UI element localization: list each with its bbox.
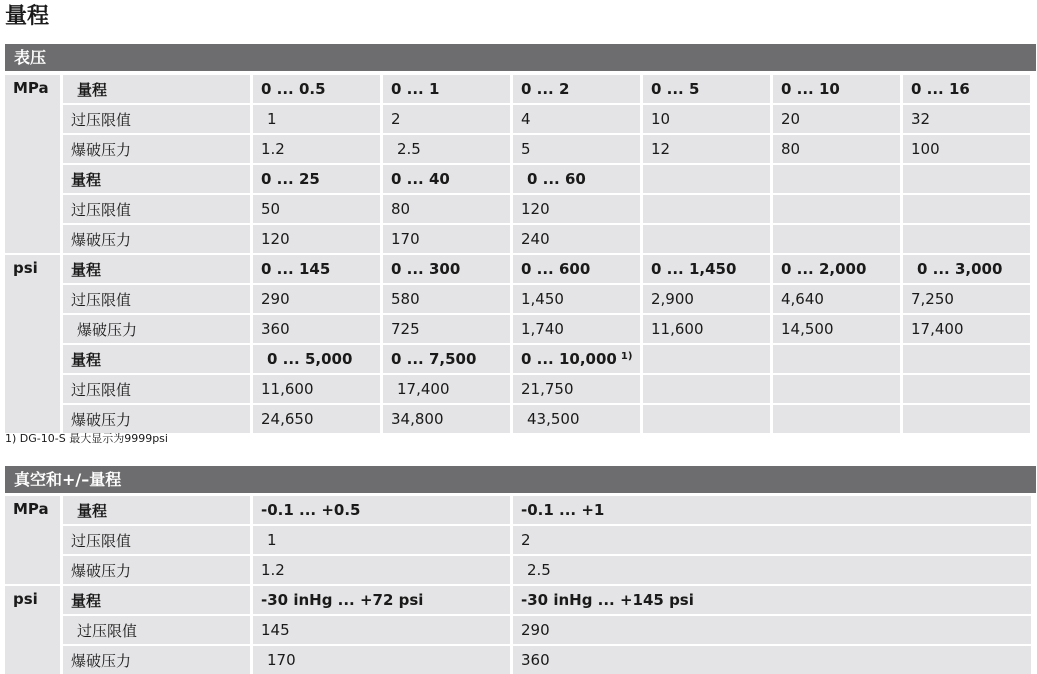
table-cell: 1,450 bbox=[513, 285, 640, 313]
table-cell: -30 inHg ... +145 psi bbox=[513, 586, 1031, 614]
table-cell: 14,500 bbox=[773, 315, 900, 343]
table-cell: -0.1 ... +1 bbox=[513, 496, 1031, 524]
table-cell: 32 bbox=[903, 105, 1030, 133]
row-label: 量程 bbox=[63, 165, 250, 193]
table-cell bbox=[643, 375, 770, 403]
table-cell bbox=[903, 405, 1030, 433]
table-cell: 360 bbox=[513, 646, 1031, 674]
table-cell: 0 ... 16 bbox=[903, 75, 1030, 103]
table-cell: 2 bbox=[513, 526, 1031, 554]
table-cell: 0 ... 145 bbox=[253, 255, 380, 283]
row-label: 爆破压力 bbox=[63, 315, 250, 343]
row-label: 量程 bbox=[63, 345, 250, 373]
table-cell: 5 bbox=[513, 135, 640, 163]
table-cell: 0 ... 2 bbox=[513, 75, 640, 103]
vacuum-range-table bbox=[5, 496, 1031, 674]
table-cell: -0.1 ... +0.5 bbox=[253, 496, 510, 524]
table-cell: 24,650 bbox=[253, 405, 380, 433]
table-cell: 80 bbox=[773, 135, 900, 163]
table-cell: 11,600 bbox=[253, 375, 380, 403]
unit-mpa: MPa bbox=[5, 496, 60, 584]
gauge-range-table bbox=[5, 75, 1030, 433]
table-cell: 7,250 bbox=[903, 285, 1030, 313]
table-cell: 11,600 bbox=[643, 315, 770, 343]
table-cell: 0 ... 25 bbox=[253, 165, 380, 193]
table-cell: 80 bbox=[383, 195, 510, 223]
table-cell bbox=[773, 405, 900, 433]
table-cell: 17,400 bbox=[383, 375, 510, 403]
unit-mpa: MPa bbox=[5, 75, 60, 253]
row-label: 爆破压力 bbox=[63, 646, 250, 674]
table-cell: 2.5 bbox=[383, 135, 510, 163]
table-cell: 120 bbox=[513, 195, 640, 223]
table-cell: 0 ... 7,500 bbox=[383, 345, 510, 373]
row-label: 过压限值 bbox=[63, 526, 250, 554]
row-label: 爆破压力 bbox=[63, 556, 250, 584]
table-cell: 725 bbox=[383, 315, 510, 343]
table-cell: 1.2 bbox=[253, 556, 510, 584]
table-cell: 1,740 bbox=[513, 315, 640, 343]
footnote-marker: 1) bbox=[620, 350, 633, 362]
unit-psi: psi bbox=[5, 586, 60, 674]
table-cell bbox=[903, 195, 1030, 223]
table-cell bbox=[773, 165, 900, 193]
table-cell: 1 bbox=[253, 105, 380, 133]
table-cell bbox=[773, 225, 900, 253]
table-cell: 0 ... 1,450 bbox=[643, 255, 770, 283]
footnote: 1) DG-10-S 最大显示为9999psi bbox=[5, 432, 168, 445]
table-cell: 0 ... 1 bbox=[383, 75, 510, 103]
row-label: 量程 bbox=[63, 255, 250, 283]
table-cell: 0 ... 5 bbox=[643, 75, 770, 103]
table-cell: 0 ... 10,000 $^{1)}$ bbox=[513, 345, 640, 373]
table-cell: 43,500 bbox=[513, 405, 640, 433]
table-cell: 2,900 bbox=[643, 285, 770, 313]
table-cell: 170 bbox=[253, 646, 510, 674]
table-cell bbox=[903, 165, 1030, 193]
table-cell: 360 bbox=[253, 315, 380, 343]
table-cell: 2.5 bbox=[513, 556, 1031, 584]
table-cell bbox=[643, 165, 770, 193]
row-label: 过压限值 bbox=[63, 195, 250, 223]
table-cell bbox=[643, 405, 770, 433]
table-cell: 170 bbox=[383, 225, 510, 253]
row-label: 过压限值 bbox=[63, 285, 250, 313]
row-label: 量程 bbox=[63, 75, 250, 103]
table-cell: 4,640 bbox=[773, 285, 900, 313]
table-cell: 0 ... 3,000 bbox=[903, 255, 1030, 283]
table-cell: 0 ... 5,000 bbox=[253, 345, 380, 373]
table-cell: 2 bbox=[383, 105, 510, 133]
table-cell: 50 bbox=[253, 195, 380, 223]
unit-psi: psi bbox=[5, 255, 60, 433]
table-cell: 0 ... 40 bbox=[383, 165, 510, 193]
table-cell: 0 ... 300 bbox=[383, 255, 510, 283]
table-cell: 0 ... 600 bbox=[513, 255, 640, 283]
table-cell bbox=[903, 345, 1030, 373]
table-cell: 20 bbox=[773, 105, 900, 133]
row-label: 过压限值 bbox=[63, 616, 250, 644]
table-cell: 240 bbox=[513, 225, 640, 253]
row-label: 量程 bbox=[63, 496, 250, 524]
table-cell bbox=[903, 225, 1030, 253]
table-cell: 290 bbox=[253, 285, 380, 313]
table-cell bbox=[773, 195, 900, 223]
table-cell: 100 bbox=[903, 135, 1030, 163]
vacuum-section-header: 真空和+/–量程 bbox=[5, 466, 1036, 493]
table-cell bbox=[643, 195, 770, 223]
table-cell bbox=[643, 345, 770, 373]
table-cell: 0 ... 60 bbox=[513, 165, 640, 193]
table-cell: -30 inHg ... +72 psi bbox=[253, 586, 510, 614]
table-cell: 120 bbox=[253, 225, 380, 253]
table-cell: 4 bbox=[513, 105, 640, 133]
row-label: 爆破压力 bbox=[63, 405, 250, 433]
table-cell: 145 bbox=[253, 616, 510, 644]
table-cell bbox=[903, 375, 1030, 403]
row-label: 量程 bbox=[63, 586, 250, 614]
gauge-section-header: 表压 bbox=[5, 44, 1036, 71]
table-cell: 1.2 bbox=[253, 135, 380, 163]
row-label: 爆破压力 bbox=[63, 225, 250, 253]
table-cell bbox=[773, 345, 900, 373]
table-cell: 12 bbox=[643, 135, 770, 163]
table-cell: 34,800 bbox=[383, 405, 510, 433]
table-cell: 290 bbox=[513, 616, 1031, 644]
row-label: 过压限值 bbox=[63, 375, 250, 403]
row-label: 过压限值 bbox=[63, 105, 250, 133]
table-cell: 17,400 bbox=[903, 315, 1030, 343]
table-cell: 21,750 bbox=[513, 375, 640, 403]
table-cell: 580 bbox=[383, 285, 510, 313]
table-cell: 0 ... 0.5 bbox=[253, 75, 380, 103]
table-cell bbox=[773, 375, 900, 403]
page-title: 量程 bbox=[5, 4, 50, 29]
row-label: 爆破压力 bbox=[63, 135, 250, 163]
table-cell: 0 ... 10 bbox=[773, 75, 900, 103]
table-cell: 1 bbox=[253, 526, 510, 554]
table-cell bbox=[643, 225, 770, 253]
table-cell: 0 ... 2,000 bbox=[773, 255, 900, 283]
table-cell: 10 bbox=[643, 105, 770, 133]
